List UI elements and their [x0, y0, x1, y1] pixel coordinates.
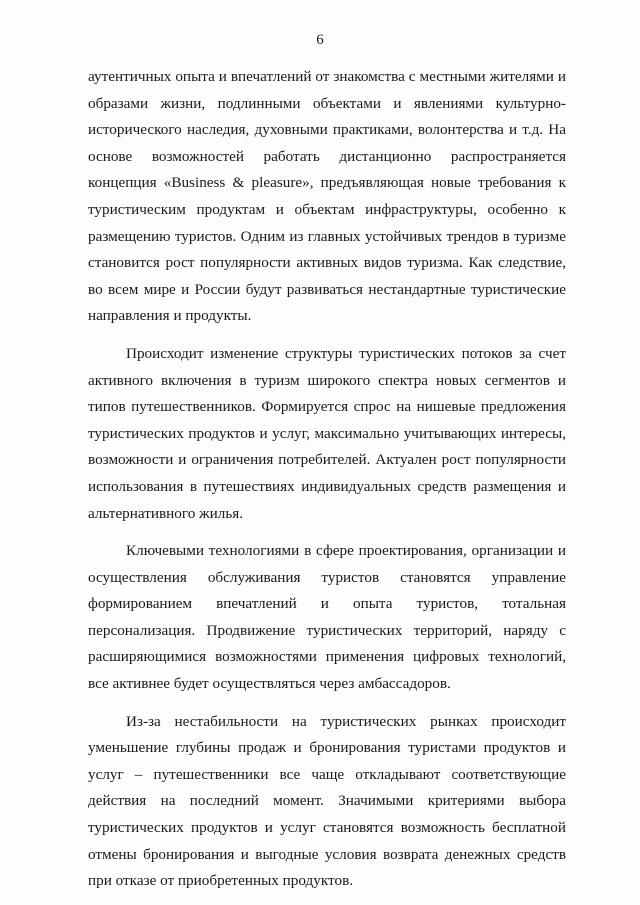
paragraph-key-technologies: Ключевыми технологиями в сфере проектирования, организации и осуществления обслуживания туристов становятся управление формированием впечатлений и опыта туристов, тотальная персонализация. Продвижение туристических территорий, наряду с расширяющимися возможностями применения цифровых технологий, все активнее будет осуществляться через амбассадоров.	[88, 542, 566, 693]
paragraph-tourist-flows: Происходит изменение структуры туристических потоков за счет активного включения в туризм широкого спектра новых сегментов и типов путешественников. Формируется спрос на нишевые предложения туристических продуктов и услуг, максимально учитывающих интересы, возможности и ограничения потребителей. Актуален рост популярности использования в путешествиях индивидуальных средств размещения и альтернативного жилья.	[88, 344, 566, 522]
paragraph-continuation: аутентичных опыта и впечатлений от знакомства с местными жителями и образами жизни, подлинными объектами и явлениями культурно-исторического наследия, духовными практиками, волонтерства и т.д. На основе возможностей работать дистанционно распространяется концепция «Business & pleasure», предъявляющая новые требования к туристическим продуктам и объектам инфраструктуры, особенно к размещению туристов. Одним из главных устойчивых трендов в туризме становится рост популярности активных видов туризма. Как следствие, во всем мире и России будут развиваться нестандартные туристические направления и продукты.	[88, 68, 566, 325]
paragraph-market-instability: Из-за нестабильности на туристических рынках происходит уменьшение глубины продаж и бронирования туристами продуктов и услуг – путешественники все чаще откладывают соответствующие действия на последний момент. Значимыми критериями выбора туристических продуктов и услуг становятся возможность бесплатной отмены бронирования и выгодные условия возврата денежных средств при отказе от приобретенных продуктов.	[88, 712, 566, 890]
body-text	[88, 64, 566, 895]
page-number: 6	[316, 32, 324, 48]
